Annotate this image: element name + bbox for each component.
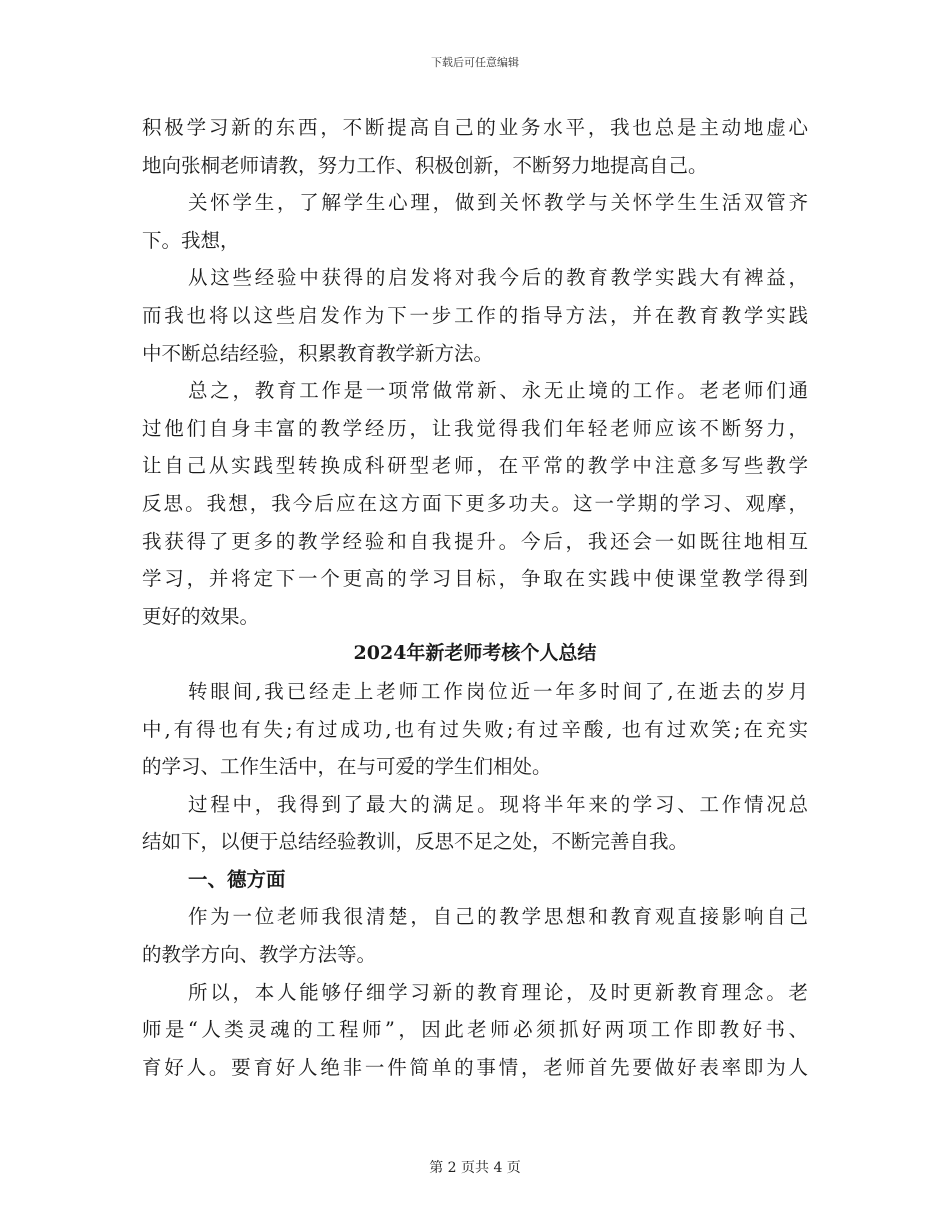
text-line: 而我也将以这些启发作为下一步工作的指导方法，并在教育教学实践 [142, 303, 808, 327]
text-line: 关怀学生，了解学生心理，做到关怀教学与关怀学生生活双管齐 [188, 191, 808, 215]
text-line: 中不断总结经验，积累教育教学新方法。 [142, 341, 494, 365]
text-line: 地向张桐老师请教，努力工作、积极创新，不断努力地提高自己。 [142, 153, 708, 177]
text-line: 学习，并将定下一个更高的学习目标，争取在实践中使课堂教学得到 [142, 567, 808, 591]
text-line: 结如下，以便于总结经验教训，反思不足之处，不断完善自我。 [142, 830, 689, 854]
subsection-heading: 一、德方面 [188, 867, 286, 891]
text-line: 作为一位老师我很清楚，自己的教学思想和教育观直接影响自己 [188, 905, 808, 929]
text-line: 让自己从实践型转换成科研型老师，在平常的教学中注意多写些教学 [142, 454, 808, 478]
document-body [142, 109, 808, 1086]
text-line: 下。我想， [142, 228, 240, 252]
text-line: 过程中，我得到了最大的满足。现将半年来的学习、工作情况总 [188, 792, 808, 816]
text-line: 积极学习新的东西，不断提高自己的业务水平，我也总是主动地虚心 [142, 116, 808, 139]
text-line: 反思。我想，我今后应在这方面下更多功夫。这一学期的学习、观摩， [142, 491, 808, 515]
text-line: 师是“人类灵魂的工程师”，因此老师必须抓好两项工作即教好书、 [142, 1018, 808, 1042]
text-line: 所以，本人能够仔细学习新的教育理论，及时更新教育理念。老 [188, 980, 808, 1004]
section-title: 2024年新老师考核个人总结 [353, 642, 597, 665]
text-line: 过他们自身丰富的教学经历，让我觉得我们年轻老师应该不断努力， [142, 416, 808, 440]
text-line: 中,有得也有失;有过成功,也有过失败;有过辛酸, 也有过欢笑;在充实 [142, 717, 808, 741]
page-header: 下载后可任意编辑 [431, 56, 519, 69]
text-line: 的教学方向、教学方法等。 [142, 943, 377, 967]
page-footer: 第 2 页共 4 页 [429, 1160, 521, 1176]
text-line: 育好人。要育好人绝非一件简单的事情，老师首先要做好表率即为人 [142, 1055, 808, 1079]
text-line: 从这些经验中获得的启发将对我今后的教育教学实践大有裨益， [188, 266, 808, 290]
text-line: 更好的效果。 [142, 604, 260, 628]
text-line: 的学习、工作生活中，在与可爱的学生们相处。 [142, 755, 552, 779]
text-line: 转眼间,我已经走上老师工作岗位近一年多时间了,在逝去的岁月 [188, 679, 808, 703]
text-line: 总之，教育工作是一项常做常新、永无止境的工作。老老师们通 [188, 379, 808, 403]
text-line: 我获得了更多的教学经验和自我提升。今后，我还会一如既往地相互 [142, 529, 808, 553]
